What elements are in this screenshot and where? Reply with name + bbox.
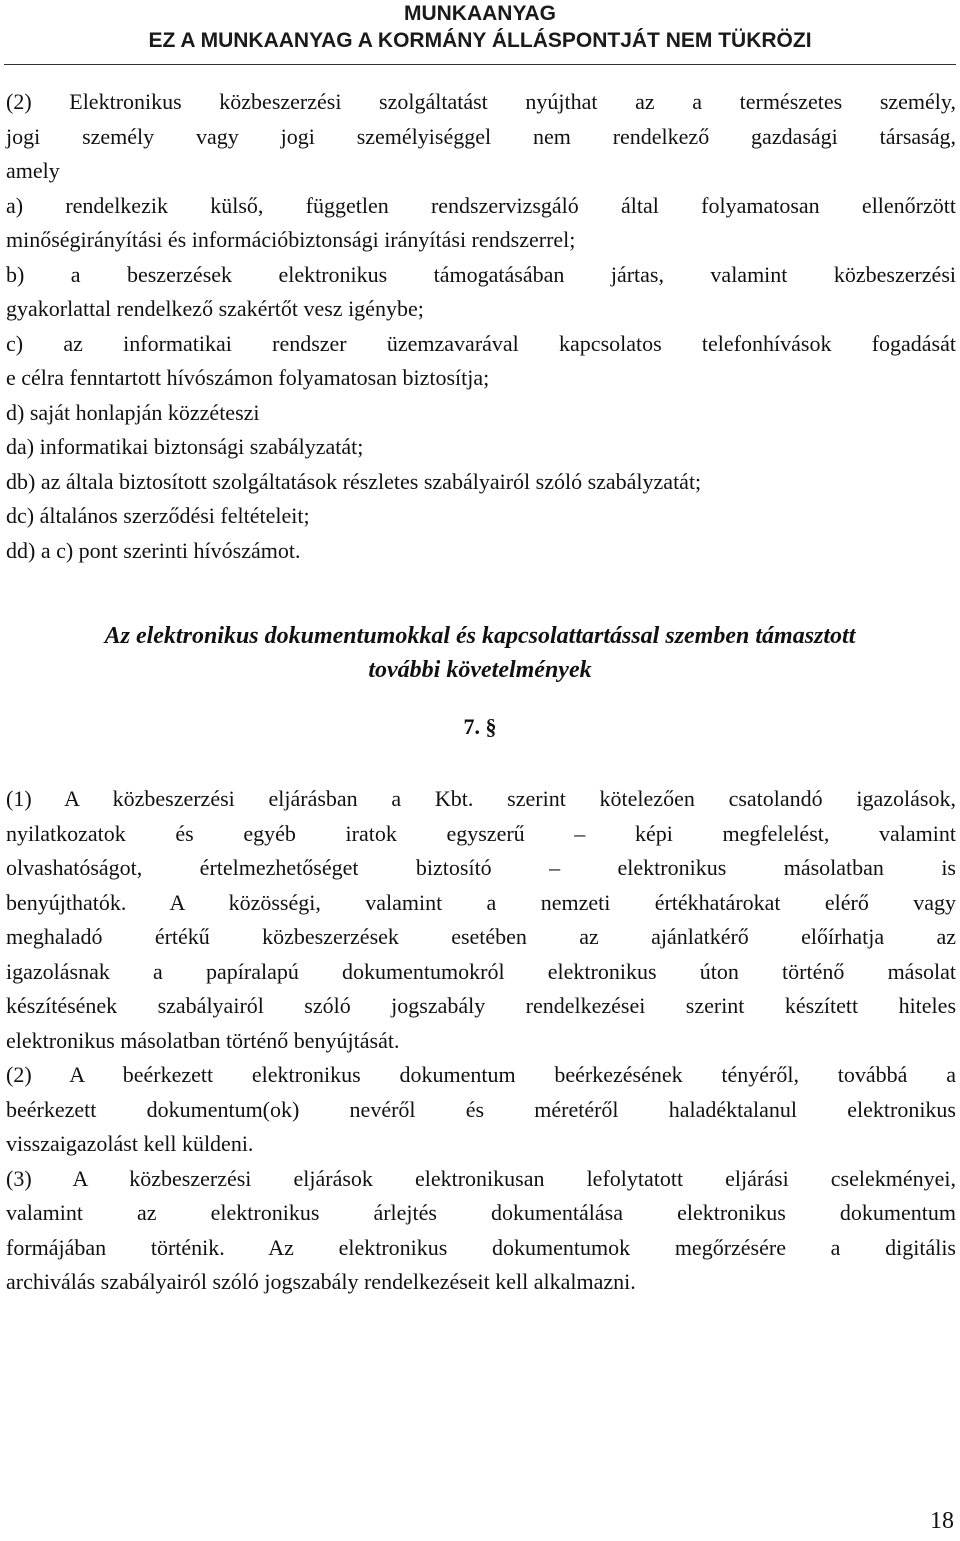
text-line: formájában történik. Az elektronikus dokumentumok megőrzésére a digitális	[6, 1234, 956, 1260]
text-line: db) az általa biztosított szolgáltatások részletes szabályairól szóló szabályzatát;	[6, 468, 702, 494]
text-line: igazolásnak a papíralapú dokumentumokról elektronikus úton történő másolat	[6, 958, 956, 984]
text-line: e célra fenntartott hívószámon folyamatosan biztosítja;	[6, 365, 490, 390]
text-line: valamint az elektronikus árlejtés dokumentálása elektronikus dokumentum	[6, 1200, 956, 1225]
text-line: (2) Elektronikus közbeszerzési szolgáltatást nyújthat az a természetes személy,	[6, 89, 956, 114]
text-line: a) rendelkezik külső, független rendszervizsgáló által folyamatosan ellenőrzött	[6, 192, 956, 218]
section-title-line: Az elektronikus dokumentumokkal és kapcsolattartással szemben támasztott	[104, 623, 856, 649]
text-line: amely	[6, 158, 60, 183]
header-disclaimer: EZ A MUNKAANYAG A KORMÁNY ÁLLÁSPONTJÁT NEM TÜKRÖZI	[148, 29, 812, 52]
section-number	[0, 714, 960, 740]
text-line: d) saját honlapján közzéteszi	[6, 399, 260, 425]
section-symbol: §	[485, 714, 497, 739]
section-title	[0, 619, 960, 687]
section-title-line: további követelmények	[368, 657, 592, 683]
text-line: minőségirányítási és információbiztonsági irányítási rendszerrel;	[6, 227, 576, 252]
text-line: meghaladó értékű közbeszerzések esetében az ajánlatkérő előírhatja az	[6, 924, 956, 949]
text-line: da) informatikai biztonsági szabályzatát;	[6, 434, 364, 459]
header-title: MUNKAANYAG	[403, 2, 557, 25]
page-number: 18	[930, 1508, 954, 1534]
text-line: (3) A közbeszerzési eljárások elektronikusan lefolytatott eljárási cselekményei,	[6, 1165, 956, 1191]
text-line: b) a beszerzések elektronikus támogatásában jártas, valamint közbeszerzési	[6, 261, 956, 287]
text-line: beérkezett dokumentum(ok) nevéről és méretéről haladéktalanul elektronikus	[6, 1096, 956, 1122]
text-line: készítésének szabályairól szóló jogszabály rendelkezései szerint készített hiteles	[6, 993, 956, 1018]
text-line: (2) A beérkezett elektronikus dokumentum beérkezésének tényéről, továbbá a	[6, 1062, 956, 1087]
section-number-value: 7.	[463, 714, 480, 739]
text-line: jogi személy vagy jogi személyiséggel nem rendelkező gazdasági társaság,	[6, 123, 956, 149]
paragraph-2-service-providers	[6, 85, 956, 568]
text-line: visszaigazolást kell küldeni.	[6, 1131, 254, 1156]
text-line: archiválás szabályairól szóló jogszabály rendelkezéseit kell alkalmazni.	[6, 1269, 636, 1294]
text-line: dd) a c) pont szerinti hívószámot.	[6, 537, 301, 563]
text-line: elektronikus másolatban történő benyújtását.	[6, 1027, 400, 1053]
text-line: olvashatóságot, értelmezhetőséget biztosító – elektronikus másolatban is	[6, 855, 956, 880]
header-divider	[4, 64, 956, 65]
text-line: c) az informatikai rendszer üzemzavarával kapcsolatos telefonhívások fogadását	[6, 330, 956, 356]
text-line: (1) A közbeszerzési eljárásban a Kbt. szerint kötelezően csatolandó igazolások,	[6, 786, 956, 811]
text-line: gyakorlattal rendelkező szakértőt vesz igénybe;	[6, 296, 424, 321]
section-7-paragraphs	[6, 782, 956, 1300]
page-header	[0, 0, 960, 54]
text-line: benyújthatók. A közösségi, valamint a nemzeti értékhatárokat elérő vagy	[6, 889, 956, 915]
text-line: nyilatkozatok és egyéb iratok egyszerű – képi megfelelést, valamint	[6, 820, 956, 846]
text-line: dc) általános szerződési feltételeit;	[6, 503, 310, 528]
